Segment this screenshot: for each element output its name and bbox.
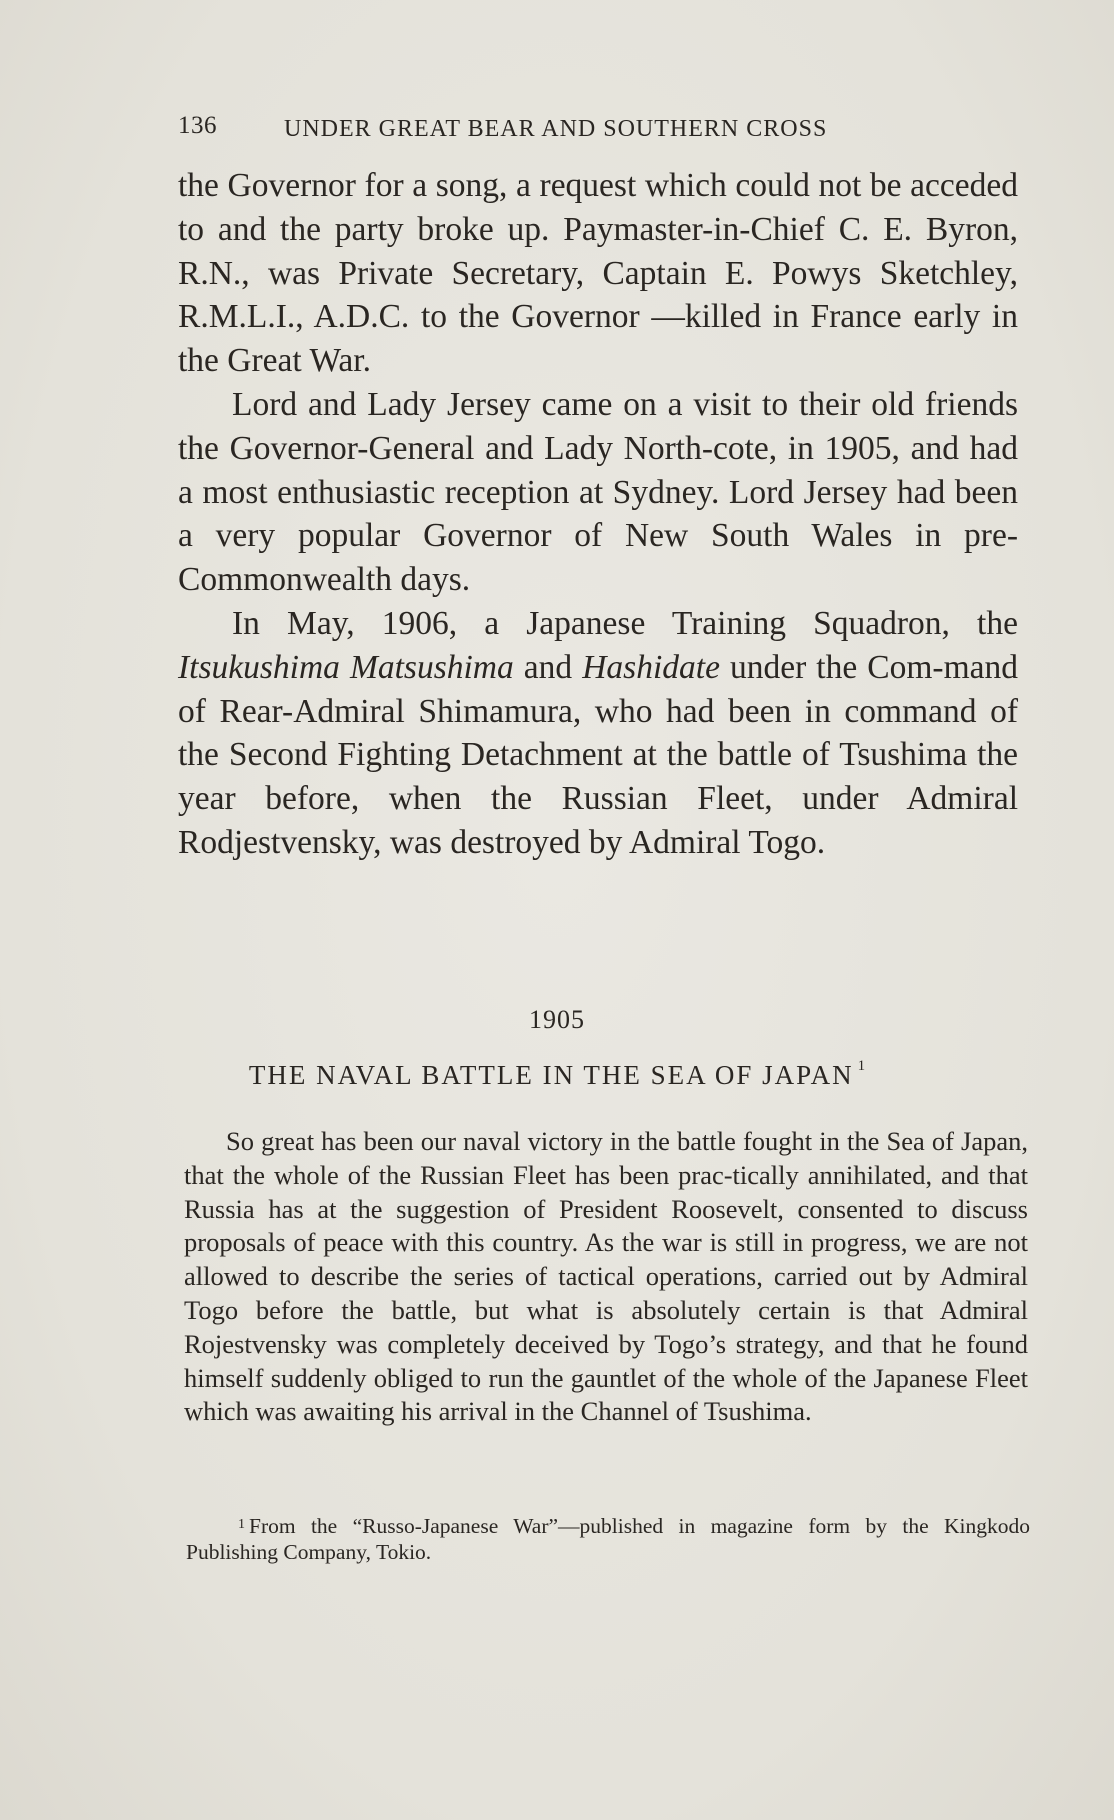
paragraph-governor-song: the Governor for a song, a request which could not be acceded to and the party broke up. Paymaster-in-Chief C. E. Byron, R.N., was Private Secretary, Captain E. Powys Sketchley, R.M.L.I., A.D.C. to the Governor —killed in France early in the Great War.: [178, 167, 1018, 380]
quoted-paragraph: So great has been our naval victory in the battle fought in the Sea of Japan, that the whole of the Russian Fleet has been prac-tically annihilated, and that Russia has at the suggestion of President Roosevelt, consented to discuss proposals of peace with this country. As the war is still in progress, we are not allowed to describe the series of tactical operations, carried out by Admiral Togo before the battle, but what is absolutely certain is that Admiral Rojestvensky was completely deceived by Togo’s strategy, and that he found himself suddenly obliged to run the gauntlet of the whole of the Japanese Fleet which was awaiting his arrival in the Channel of Tsushima.: [184, 1126, 1028, 1427]
ship-name-hashidate: Hashidate: [582, 648, 720, 686]
section-heading: [0, 1060, 1114, 1091]
section-year: 1905: [529, 1005, 585, 1034]
section-title-text: THE NAVAL BATTLE IN THE SEA OF JAPAN: [248, 1060, 854, 1090]
running-head: [178, 112, 1018, 146]
footnote: [186, 1513, 1030, 1565]
ship-names-italic: Itsukushima Matsushima: [178, 648, 514, 686]
paragraph-lord-jersey: Lord and Lady Jersey came on a visit to their old friends the Governor-General and Lady North-cote, in 1905, and had a most enthusiastic reception at Sydney. Lord Jersey had been a very popular Governor of New South Wales in pre-Commonwealth days.: [178, 385, 1018, 599]
squadron-rest-text: under the Com-mand of Rear-Admiral Shimamura, who had been in command of the Second Fighting Detachment at the battle of Tsushima the year before, when the Russian Fleet, under Admiral Rodjestvensky, was destroyed by Admiral Togo.: [178, 648, 1019, 861]
conjunction-text: and: [523, 648, 573, 686]
footnote-marker: 1: [238, 1517, 245, 1532]
page-number: 136: [178, 112, 217, 139]
quoted-article-text: [184, 1125, 1028, 1429]
footnote-text: From the “Russo-Japanese War”—published in magazine form by the Kingkodo Publishing Company, Tokio.: [186, 1514, 1030, 1564]
footnote-paragraph: [186, 1513, 1030, 1565]
paragraph-japanese-squadron: [178, 602, 1018, 865]
footnote-reference: 1: [857, 1058, 866, 1074]
running-title: UNDER GREAT BEAR AND SOUTHERN CROSS: [284, 116, 828, 142]
squadron-lead-text: In May, 1906, a Japanese Training Squadron, the: [232, 604, 1018, 642]
main-body-text: [178, 164, 1018, 865]
